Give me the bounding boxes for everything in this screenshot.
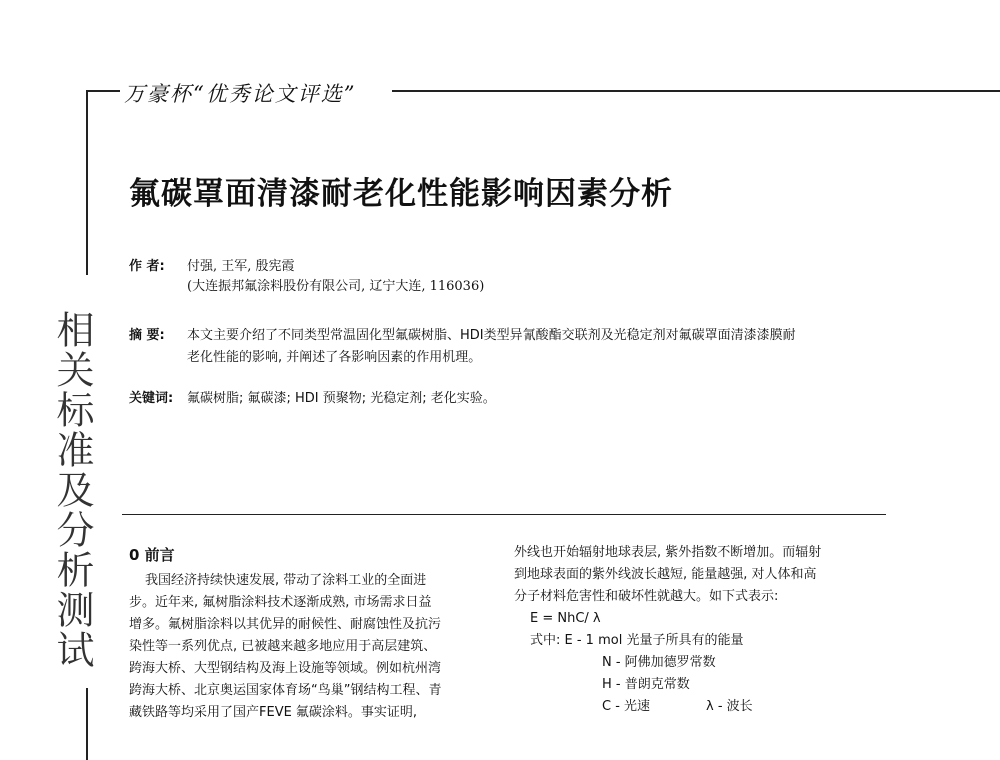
paragraph-line: 跨海大桥、北京奥运国家体育场“鸟巢”钢结构工程、青: [129, 683, 442, 698]
abstract-label: 摘 要:: [129, 328, 165, 343]
paragraph-line: 分子材料危害性和破坏性就越大。如下式表示:: [514, 589, 779, 604]
left-column: [129, 570, 499, 724]
formula-def-planck: H - 普朗克常数: [602, 677, 690, 692]
keywords-label: 关键词:: [129, 391, 174, 406]
paragraph-line: 到地球表面的紫外线波长越短, 能量越强, 对人体和高: [514, 567, 817, 582]
abstract-text-line: 老化性能的影响, 并阐述了各影响因素的作用机理。: [187, 350, 482, 365]
paragraph-line: 步。近年来, 氟树脂涂料技术逐渐成熟, 市场需求日益: [129, 595, 432, 610]
banner-title: 万豪杯“优秀论文评选”: [120, 78, 360, 108]
side-rule-bottom: [86, 688, 88, 760]
keywords: 氟碳树脂; 氟碳漆; HDI 预聚物; 光稳定剂; 老化实验。: [187, 391, 496, 406]
paragraph-line: 跨海大桥、大型钢结构及海上设施等领域。例如杭州湾: [129, 661, 442, 676]
formula-def-row: [514, 696, 894, 718]
paragraph-line: 我国经济持续快速发展, 带动了涂料工业的全面进: [145, 573, 427, 588]
right-column: [514, 542, 894, 718]
abstract-text-line: 本文主要介绍了不同类型常温固化型氟碳树脂、HDI类型异氰酸酯交联剂及光稳定剂对氟碳罩面清漆漆膜耐: [187, 328, 796, 343]
paragraph-line: 外线也开始辐射地球表层, 紫外指数不断增加。而辐射: [514, 545, 822, 560]
formula-def-energy: 式中: E - 1 mol 光量子所具有的能量: [530, 633, 744, 648]
paragraph-line: 增多。氟树脂涂料以其优异的耐候性、耐腐蚀性及抗污: [129, 617, 442, 632]
section-divider: [122, 514, 886, 515]
paragraph-line: 藏铁路等均采用了国产FEVE 氟碳涂料。事实证明,: [129, 705, 418, 720]
side-rule-top: [86, 90, 88, 275]
formula-def-light-speed: C - 光速: [602, 699, 651, 714]
formula-def-avogadro: N - 阿佛加德罗常数: [602, 655, 716, 670]
authors-label: 作 者:: [129, 259, 165, 274]
affiliation: (大连振邦氟涂料股份有限公司, 辽宁大连, 116036): [187, 279, 485, 294]
side-label: 相关标准及分析测试: [50, 310, 94, 670]
section-heading: 0 前言: [129, 546, 175, 564]
article-title: 氟碳罩面清漆耐老化性能影响因素分析: [129, 176, 673, 212]
authors: 付强, 王军, 殷宪霞: [187, 259, 295, 274]
formula: E = NhC/ λ: [530, 611, 601, 626]
paragraph-line: 染性等一系列优点, 已被越来越多地应用于高层建筑、: [129, 639, 437, 654]
header-rule-right: [392, 90, 1000, 92]
formula-def-wavelength: λ - 波长: [706, 699, 753, 714]
